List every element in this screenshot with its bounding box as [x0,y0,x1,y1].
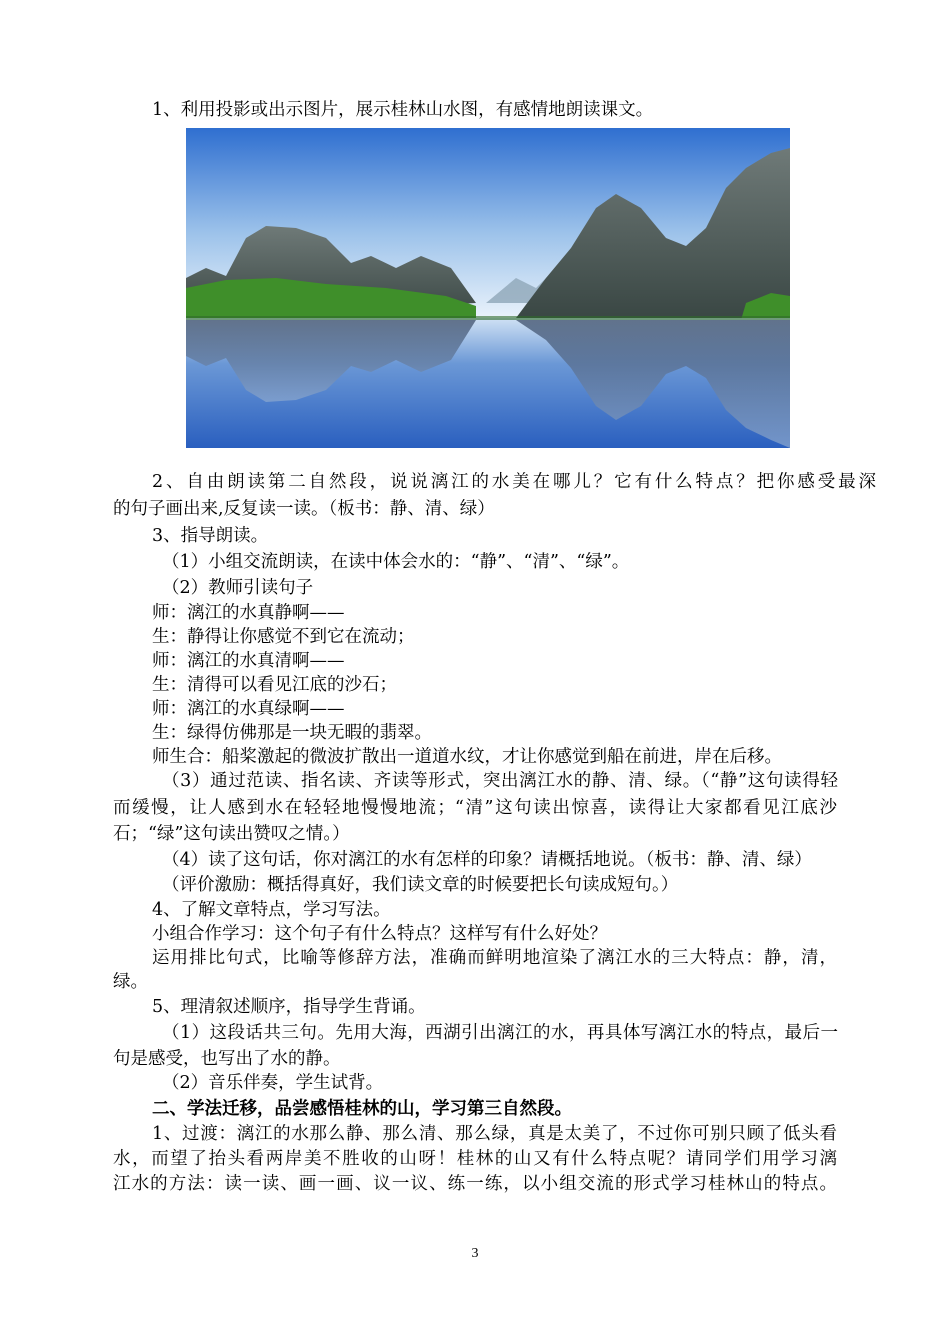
dialogue-line: 师：漓江的水真清啊—— [152,651,345,671]
dialogue-line: 师：漓江的水真绿啊—— [152,699,345,719]
paragraph-line: 的句子画出来,反复读一读。（板书：静、清、绿） [113,499,495,519]
dialogue-line: 生：静得让你感觉不到它在流动； [152,627,415,647]
paragraph-line: 石；“绿”这句读出赞叹之情。） [113,824,350,844]
page-number: 3 [471,1246,479,1261]
intro-line: 1、利用投影或出示图片，展示桂林山水图，有感情地朗读课文。 [152,100,654,120]
paragraph-line: 绿。 [113,972,148,992]
paragraph-line: 运用排比句式，比喻等修辞方法，准确而鲜明地渲染了漓江水的三大特点：静，清， [152,948,837,968]
paragraph-line: 5、理清叙述顺序，指导学生背诵。 [152,997,426,1017]
paragraph-line: 1、过渡：漓江的水那么静、那么清、那么绿，真是太美了，不过你可别只顾了低头看 [152,1124,837,1144]
guilin-landscape-photo [186,128,790,448]
paragraph-line: 水，而望了抬头看两岸美不胜收的山呀！桂林的山又有什么特点呢？请同学们用学习漓 [113,1149,837,1169]
paragraph-line: 4、了解文章特点，学习写法。 [152,900,391,920]
paragraph-line: （2）音乐伴奏，学生试背。 [162,1073,384,1093]
paragraph-line: 小组合作学习：这个句子有什么特点？这样写有什么好处？ [152,924,607,944]
paragraph-line: （评价激励：概括得真好，我们读文章的时候要把长句读成短句。） [162,875,679,895]
dialogue-line: 生：绿得仿佛那是一块无暇的翡翠。 [152,723,432,743]
dialogue-line: 师：漓江的水真静啊—— [152,603,345,623]
paragraph-line: 3、指导朗读。 [152,526,269,546]
paragraph-line: 2、自由朗读第二自然段，说说漓江的水美在哪儿？它有什么特点？把你感受最深 [152,472,876,492]
paragraph-line: （3）通过范读、指名读、齐读等形式，突出漓江水的静、清、绿。（“静”这句读得轻 [162,771,838,791]
paragraph-line: 而缓慢，让人感到水在轻轻地慢慢地流；“清”这句读出惊喜，读得让大家都看见江底沙 [113,798,837,818]
paragraph-line: 句是感受，也写出了水的静。 [113,1049,341,1069]
paragraph-line: （1）这段话共三句。先用大海，西湖引出漓江的水，再具体写漓江水的特点，最后一 [162,1023,838,1043]
paragraph-line: 江水的方法：读一读、画一画、议一议、练一练，以小组交流的形式学习桂林山的特点。 [113,1174,837,1194]
dialogue-line: 生：清得可以看见江底的沙石； [152,675,397,695]
section-heading: 二、学法迁移，品尝感悟桂林的山，学习第三自然段。 [152,1099,572,1119]
paragraph-line: （2）教师引读句子 [162,578,314,598]
paragraph-line: （1）小组交流朗读，在读中体会水的：“静”、“清”、“绿”。 [162,552,630,572]
paragraph-line: （4）读了这句话，你对漓江的水有怎样的印象？请概括地说。（板书：静、清、绿） [162,850,812,870]
dialogue-line: 师生合：船桨激起的微波扩散出一道道水纹，才让你感觉到船在前进，岸在后移。 [152,747,782,767]
